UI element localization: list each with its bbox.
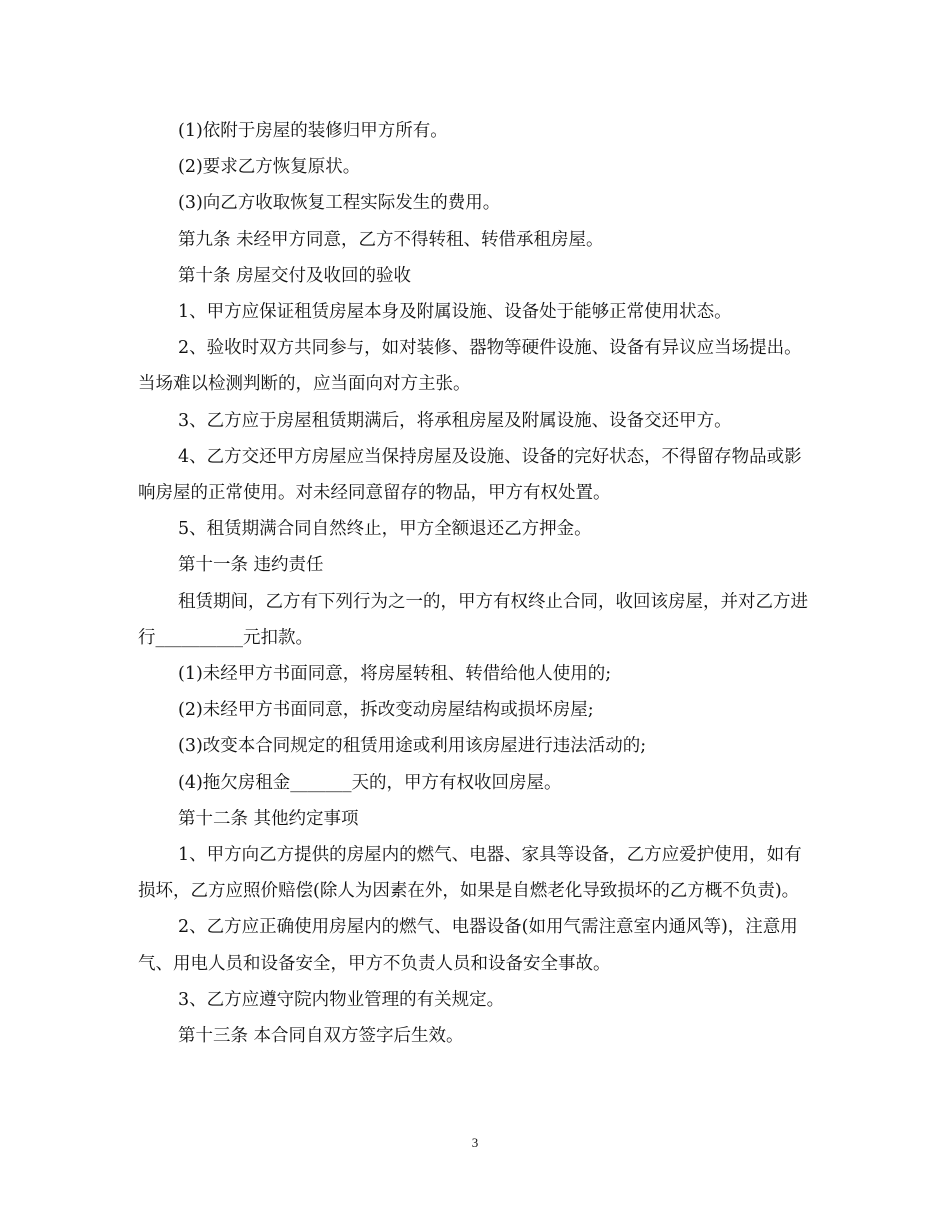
article-9: 第九条 未经甲方同意，乙方不得转租、转借承租房屋。 [178, 229, 604, 250]
article-11-item-1: (1)未经甲方书面同意，将房屋转租、转借给他人使用的; [178, 664, 612, 685]
article-10-item-1: 1、甲方应保证租赁房屋本身及附属设施、设备处于能够正常使用状态。 [178, 302, 732, 323]
article-11-item-2: (2)未经甲方书面同意，拆改变动房屋结构或损坏房屋; [178, 700, 594, 721]
article-10-item-5: 5、租赁期满合同自然终止，甲方全额退还乙方押金。 [178, 519, 592, 540]
article-11-item-4: (4)拖欠房租金_______天的，甲方有权收回房屋。 [178, 772, 562, 793]
article-11-item-3: (3)改变本合同规定的租赁用途或利用该房屋进行违法活动的; [178, 736, 647, 757]
paragraph-restore-original-state: (2)要求乙方恢复原状。 [178, 157, 361, 178]
article-10-item-4: 4、乙方交还甲方房屋应当保持房屋及设施、设备的完好状态，不得留存物品或影响房屋的正常使用。对未经同意留存的物品，甲方有权处置。 [138, 446, 802, 504]
article-11-intro: 租赁期间，乙方有下列行为之一的，甲方有权终止合同，收回该房屋，并对乙方进行__________元扣款。 [138, 591, 808, 648]
article-12-item-1: 1、甲方向乙方提供的房屋内的燃气、电器、家具等设备，乙方应爱护使用，如有损坏，乙方应照价赔偿(除人为因素在外，如果是自燃老化导致损坏的乙方概不负责)。 [138, 845, 802, 902]
article-10-item-2: 2、验收时双方共同参与，如对装修、器物等硬件设施、设备有异议应当场提出。当场难以检测判断的，应当面向对方主张。 [138, 338, 802, 395]
article-11-heading: 第十一条 违约责任 [178, 555, 324, 576]
article-10-item-3: 3、乙方应于房屋租赁期满后，将承租房屋及附属设施、设备交还甲方。 [178, 410, 732, 431]
paragraph-collect-restoration-cost: (3)向乙方收取恢复工程实际发生的费用。 [178, 193, 501, 214]
document-body [138, 113, 818, 1054]
article-13: 第十三条 本合同自双方签字后生效。 [178, 1026, 464, 1047]
article-10-heading: 第十条 房屋交付及收回的验收 [178, 265, 412, 286]
page-number: 3 [471, 1135, 479, 1150]
paragraph-decoration-owned-by-party-a: (1)依附于房屋的装修归甲方所有。 [178, 121, 448, 141]
article-12-heading: 第十二条 其他约定事项 [178, 808, 359, 829]
article-12-item-3: 3、乙方应遵守院内物业管理的有关规定。 [178, 989, 505, 1010]
article-12-item-2: 2、乙方应正确使用房屋内的燃气、电器设备(如用气需注意室内通风等)，注意用气、用电人员和设备安全，甲方不负责人员和设备安全事故。 [138, 917, 798, 974]
